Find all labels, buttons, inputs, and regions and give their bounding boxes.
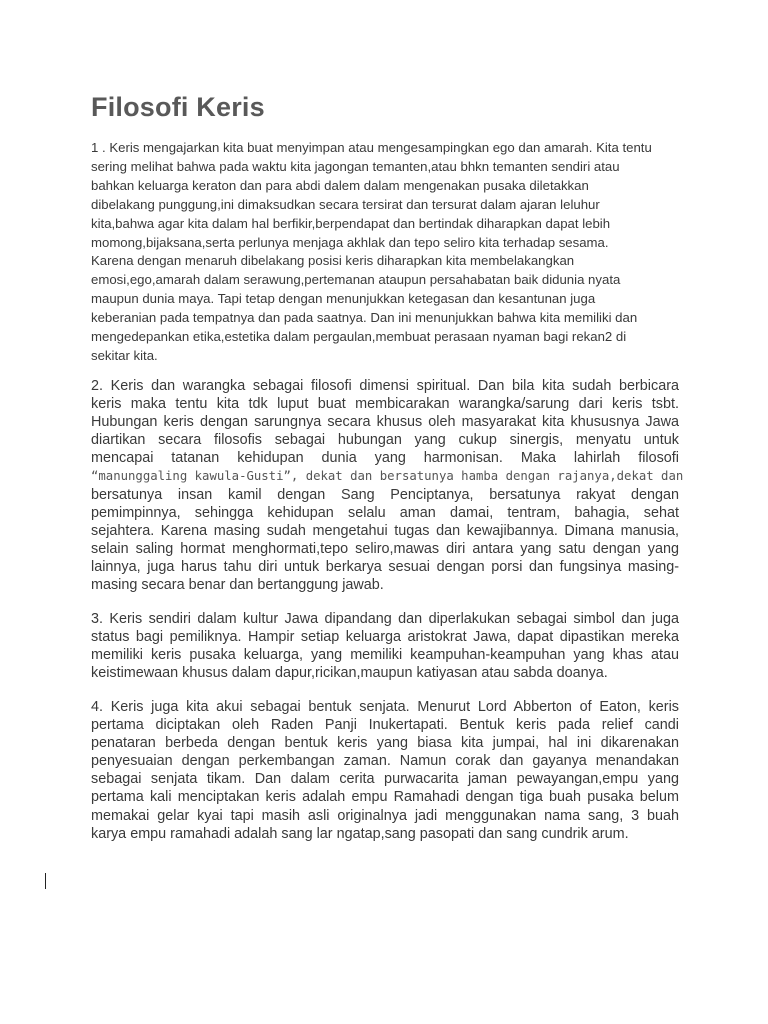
text-line: penataran berbeda dengan bentuk keris yang biasa kita jumpai, hal ini dikarenakan (91, 735, 679, 752)
text-line: status bagi pemiliknya. Hampir setiap keluarga aristokrat Jawa, dapat dipastikan mereka (91, 629, 679, 646)
text-line: 4. Keris juga kita akui sebagai bentuk senjata. Menurut Lord Abberton of Eaton, keris (91, 699, 679, 715)
text-line: bersatunya insan kamil dengan Sang Penciptanya, bersatunya rakyat dengan (91, 486, 679, 503)
text-line: bahkan keluarga keraton dan para abdi dalem dalam mengenakan pusaka diletakkan (91, 177, 589, 193)
text-line: Karena dengan menaruh dibelakang posisi keris diharapkan kita membelakangkan (91, 253, 575, 269)
text-line: 3. Keris sendiri dalam kultur Jawa dipandang dan diperlakukan sebagai simbol dan juga (91, 611, 679, 627)
text-line: karya empu ramahadi adalah sang lar ngatap,sang pasopati dan sang cundrik arum. (91, 825, 629, 842)
paragraph-3 (91, 610, 679, 682)
text-cursor[interactable] (45, 873, 46, 889)
text-line: keberanian pada tempatnya dan pada saatnya. Dan ini menunjukkan bahwa kita memiliki dan (91, 310, 638, 326)
page-title: Filosofi Keris (91, 92, 265, 122)
text-line: sebagai senjata tikam. Dan dalam cerita purwacarita jaman pewayangan,empu yang (91, 771, 679, 788)
text-line: 1 . Keris mengajarkan kita buat menyimpan atau mengesampingkan ego dan amarah. Kita tentu (91, 140, 652, 155)
text-line: kita,bahwa agar kita dalam hal berfikir,berpendapat dan bertindak diharapkan dapat lebih (91, 215, 611, 231)
text-line: 2. Keris dan warangka sebagai filosofi dimensi spiritual. Dan bila kita sudah berbicara (91, 378, 679, 394)
text-line: selain saling hormat menghormati,tepo seliro,mawas diri antara yang satu dengan yang (91, 540, 679, 557)
text-line: lainnya, juga harus tahu diri untuk berkarya sesuai dengan porsi dan fungsinya masing- (91, 558, 679, 575)
text-line: sekitar kita. (91, 347, 158, 363)
text-line: pertama diciptakan oleh Raden Panji Inukertapati. Bentuk keris pada relief candi (91, 717, 679, 734)
text-line: keistimewaan khusus dalam dapur,ricikan,maupun katiyasan atau sabda doanya. (91, 665, 608, 682)
paragraph-1 (91, 139, 681, 366)
text-line: Hubungan keris dengan sarungnya secara khusus oleh masyarakat kita khususnya Jawa (91, 414, 679, 431)
text-line: mencapai tatanan kehidupan dunia yang harmonisan. Maka lahirlah filosofi (91, 450, 679, 467)
text-line: mengedepankan etika,estetika dalam pergaulan,membuat perasaan nyaman bagi rekan2 di (91, 329, 627, 345)
text-line: memakai gelar kyai tapi masih asli originalnya jadi menggunakan nama sang, 3 buah (91, 807, 679, 824)
text-line: maupun dunia maya. Tapi tetap dengan menunjukkan ketegasan dan kesantunan juga (91, 291, 596, 307)
text-line: pemimpinnya, sehingga kehidupan selalu aman damai, tentram, bahagia, sehat (91, 504, 679, 521)
text-line: momong,bijaksana,serta perlunya menjaga akhlak dan tepo seliro kita terhadap sesama. (91, 234, 609, 250)
text-line: sejahtera. Karena masing sudah mengetahui tugas dan kewajibannya. Dimana manusia, (91, 522, 679, 539)
text-line: emosi,ego,amarah dalam serawung,pertemanan ataupun persahabatan baik didunia nyata (91, 272, 621, 288)
text-line: keris maka tentu kita tdk luput buat membicarakan warangka/sarung dari keris tsbt. (91, 396, 679, 413)
text-line: penyesuaian dengan perkembangan zaman. Namun corak dan gayanya menandakan (91, 753, 679, 770)
text-line: sering melihat bahwa pada waktu kita jagongan temanten,atau bhkn temanten sendiri atau (91, 158, 620, 174)
paragraph-2 (91, 377, 684, 594)
text-line: memiliki keris pusaka keluarga, yang memiliki keampuhan-keampuhan yang khas atau (91, 647, 679, 664)
text-line: pertama kali menciptakan keris adalah empu Ramahadi dengan tiga buah pusaka belum (91, 789, 679, 806)
text-line: “manunggaling kawula-Gusti”, dekat dan bersatunya hamba dengan rajanya,dekat dan (91, 469, 684, 484)
text-line: diartikan secara filosofis sebagai hubungan yang cukup sinergis, menyatu untuk (91, 432, 679, 449)
text-line: dibelakang punggung,ini dimaksudkan secara tersirat dan tersurat dalam ajaran leluhur (91, 196, 600, 212)
text-line: masing secara benar dan bertanggung jawab. (91, 577, 384, 594)
paragraph-4 (91, 698, 679, 843)
